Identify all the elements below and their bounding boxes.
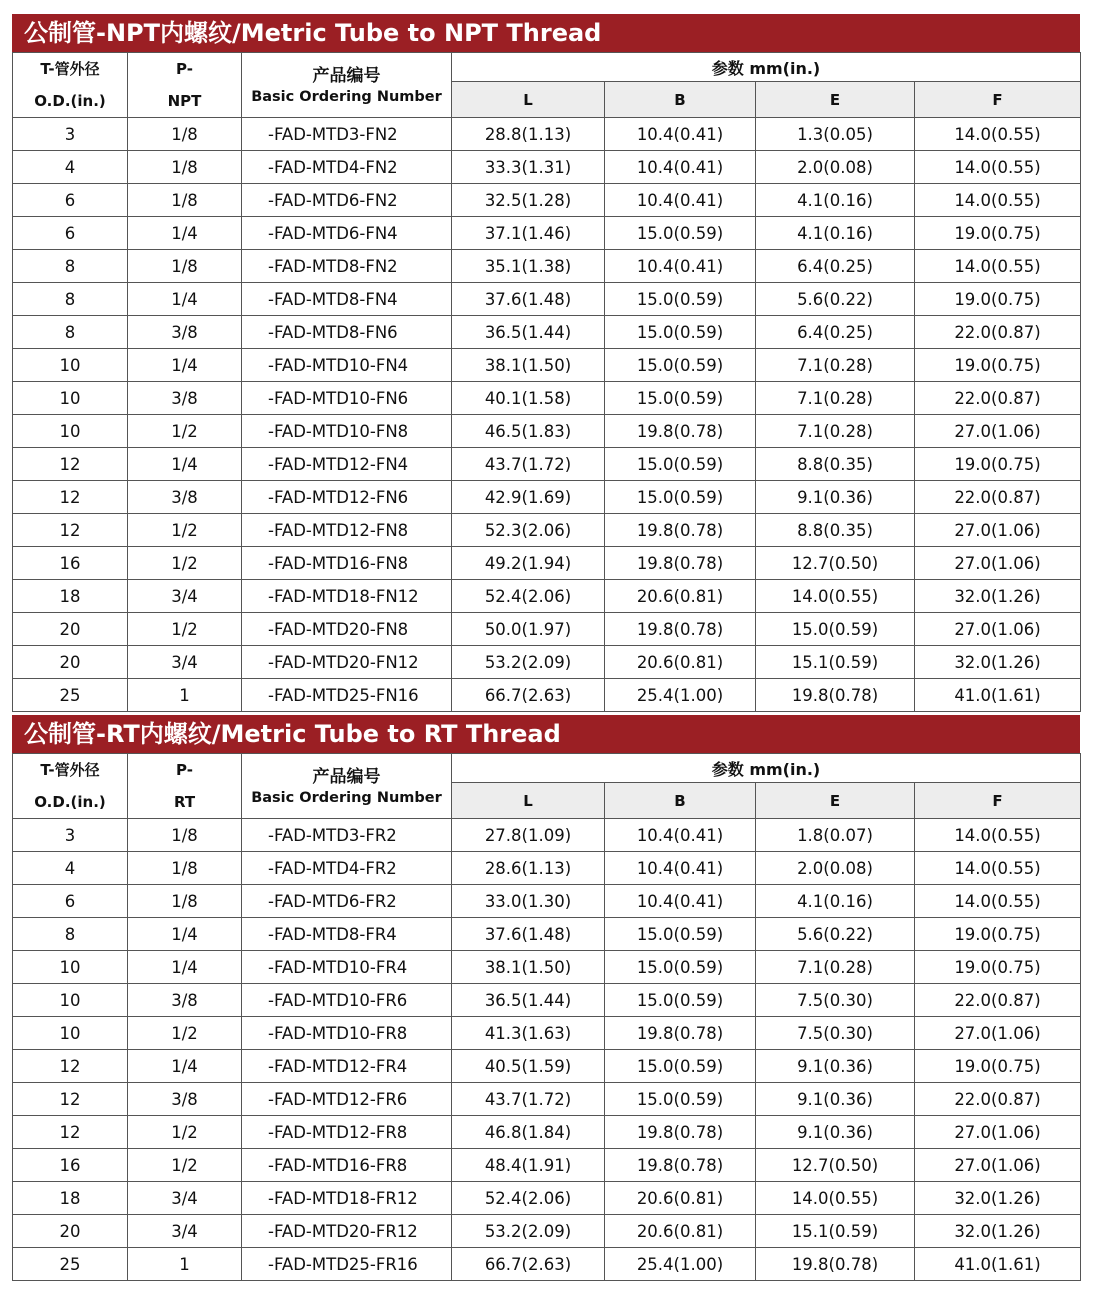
part-number-cell: -FAD-MTD25-FR16 bbox=[242, 1248, 452, 1281]
od-header: T-管外径 O.D.(in.) bbox=[13, 754, 128, 819]
od-cell: 6 bbox=[13, 184, 128, 217]
col-B-header: B bbox=[605, 783, 756, 819]
E-cell: 15.0(0.59) bbox=[756, 613, 915, 646]
od-cell: 16 bbox=[13, 547, 128, 580]
thread-cell: 1/2 bbox=[128, 514, 242, 547]
table-row bbox=[13, 1116, 1081, 1149]
F-cell: 27.0(1.06) bbox=[915, 415, 1081, 448]
table-row bbox=[13, 1248, 1081, 1281]
thread-cell: 1 bbox=[128, 1248, 242, 1281]
thread-cell: 3/8 bbox=[128, 481, 242, 514]
part-number-cell: -FAD-MTD10-FN8 bbox=[242, 415, 452, 448]
col-E-header: E bbox=[756, 783, 915, 819]
table-row bbox=[13, 984, 1081, 1017]
E-cell: 7.1(0.28) bbox=[756, 951, 915, 984]
table-row bbox=[13, 118, 1081, 151]
part-number-cell: -FAD-MTD10-FR8 bbox=[242, 1017, 452, 1050]
B-cell: 15.0(0.59) bbox=[605, 1050, 756, 1083]
table-row bbox=[13, 514, 1081, 547]
part-number-cell: -FAD-MTD20-FN12 bbox=[242, 646, 452, 679]
thread-cell: 1 bbox=[128, 679, 242, 712]
col-F-header: F bbox=[915, 82, 1081, 118]
E-cell: 1.3(0.05) bbox=[756, 118, 915, 151]
L-cell: 52.4(2.06) bbox=[452, 580, 605, 613]
E-cell: 5.6(0.22) bbox=[756, 283, 915, 316]
col-F-header: F bbox=[915, 783, 1081, 819]
thread-cell: 3/4 bbox=[128, 646, 242, 679]
F-cell: 14.0(0.55) bbox=[915, 852, 1081, 885]
part-number-cell: -FAD-MTD8-FN2 bbox=[242, 250, 452, 283]
L-cell: 52.3(2.06) bbox=[452, 514, 605, 547]
F-cell: 32.0(1.26) bbox=[915, 580, 1081, 613]
L-cell: 53.2(2.09) bbox=[452, 646, 605, 679]
F-cell: 27.0(1.06) bbox=[915, 1116, 1081, 1149]
E-cell: 7.1(0.28) bbox=[756, 382, 915, 415]
table-body bbox=[13, 118, 1081, 712]
L-cell: 66.7(2.63) bbox=[452, 1248, 605, 1281]
F-cell: 14.0(0.55) bbox=[915, 118, 1081, 151]
table-row bbox=[13, 580, 1081, 613]
B-cell: 20.6(0.81) bbox=[605, 580, 756, 613]
section-title: 公制管-RT内螺纹/Metric Tube to RT Thread bbox=[12, 715, 1080, 753]
od-cell: 12 bbox=[13, 514, 128, 547]
F-cell: 27.0(1.06) bbox=[915, 1149, 1081, 1182]
part-number-cell: -FAD-MTD6-FN4 bbox=[242, 217, 452, 250]
table-row bbox=[13, 151, 1081, 184]
od-cell: 10 bbox=[13, 415, 128, 448]
part-number-cell: -FAD-MTD10-FR4 bbox=[242, 951, 452, 984]
part-number-cell: -FAD-MTD8-FR4 bbox=[242, 918, 452, 951]
thread-cell: 1/8 bbox=[128, 184, 242, 217]
od-cell: 25 bbox=[13, 679, 128, 712]
od-cell: 8 bbox=[13, 316, 128, 349]
F-cell: 27.0(1.06) bbox=[915, 1017, 1081, 1050]
B-cell: 10.4(0.41) bbox=[605, 250, 756, 283]
E-cell: 9.1(0.36) bbox=[756, 1116, 915, 1149]
thread-cell: 1/4 bbox=[128, 349, 242, 382]
L-cell: 40.1(1.58) bbox=[452, 382, 605, 415]
B-cell: 19.8(0.78) bbox=[605, 415, 756, 448]
od-cell: 18 bbox=[13, 580, 128, 613]
E-cell: 8.8(0.35) bbox=[756, 448, 915, 481]
B-cell: 20.6(0.81) bbox=[605, 1215, 756, 1248]
npt-section bbox=[12, 14, 1080, 712]
part-number-cell: -FAD-MTD6-FR2 bbox=[242, 885, 452, 918]
B-cell: 15.0(0.59) bbox=[605, 1083, 756, 1116]
L-cell: 40.5(1.59) bbox=[452, 1050, 605, 1083]
part-number-cell: -FAD-MTD3-FN2 bbox=[242, 118, 452, 151]
table-row bbox=[13, 885, 1081, 918]
E-cell: 9.1(0.36) bbox=[756, 1083, 915, 1116]
L-cell: 50.0(1.97) bbox=[452, 613, 605, 646]
part-number-cell: -FAD-MTD4-FR2 bbox=[242, 852, 452, 885]
B-cell: 25.4(1.00) bbox=[605, 679, 756, 712]
L-cell: 38.1(1.50) bbox=[452, 951, 605, 984]
B-cell: 15.0(0.59) bbox=[605, 349, 756, 382]
od-cell: 10 bbox=[13, 349, 128, 382]
B-cell: 10.4(0.41) bbox=[605, 819, 756, 852]
thread-cell: 3/4 bbox=[128, 1215, 242, 1248]
B-cell: 10.4(0.41) bbox=[605, 852, 756, 885]
E-cell: 5.6(0.22) bbox=[756, 918, 915, 951]
part-number-cell: -FAD-MTD12-FN4 bbox=[242, 448, 452, 481]
thread-cell: 3/8 bbox=[128, 1083, 242, 1116]
table-row bbox=[13, 613, 1081, 646]
L-cell: 43.7(1.72) bbox=[452, 1083, 605, 1116]
B-cell: 19.8(0.78) bbox=[605, 613, 756, 646]
L-cell: 27.8(1.09) bbox=[452, 819, 605, 852]
F-cell: 19.0(0.75) bbox=[915, 918, 1081, 951]
part-number-cell: -FAD-MTD12-FN6 bbox=[242, 481, 452, 514]
E-cell: 8.8(0.35) bbox=[756, 514, 915, 547]
table-row bbox=[13, 184, 1081, 217]
L-cell: 46.8(1.84) bbox=[452, 1116, 605, 1149]
B-cell: 10.4(0.41) bbox=[605, 184, 756, 217]
B-cell: 10.4(0.41) bbox=[605, 118, 756, 151]
table-row bbox=[13, 448, 1081, 481]
od-cell: 10 bbox=[13, 382, 128, 415]
L-cell: 33.3(1.31) bbox=[452, 151, 605, 184]
od-cell: 10 bbox=[13, 984, 128, 1017]
thread-cell: 1/8 bbox=[128, 852, 242, 885]
od-cell: 10 bbox=[13, 1017, 128, 1050]
F-cell: 19.0(0.75) bbox=[915, 448, 1081, 481]
E-cell: 7.1(0.28) bbox=[756, 415, 915, 448]
part-number-cell: -FAD-MTD25-FN16 bbox=[242, 679, 452, 712]
L-cell: 38.1(1.50) bbox=[452, 349, 605, 382]
thread-cell: 1/4 bbox=[128, 918, 242, 951]
F-cell: 27.0(1.06) bbox=[915, 613, 1081, 646]
section-title: 公制管-NPT内螺纹/Metric Tube to NPT Thread bbox=[12, 14, 1080, 52]
E-cell: 14.0(0.55) bbox=[756, 580, 915, 613]
L-cell: 53.2(2.09) bbox=[452, 1215, 605, 1248]
table-row bbox=[13, 1017, 1081, 1050]
od-cell: 20 bbox=[13, 613, 128, 646]
L-cell: 32.5(1.28) bbox=[452, 184, 605, 217]
thread-cell: 1/4 bbox=[128, 217, 242, 250]
B-cell: 25.4(1.00) bbox=[605, 1248, 756, 1281]
E-cell: 19.8(0.78) bbox=[756, 1248, 915, 1281]
table-row bbox=[13, 1182, 1081, 1215]
E-cell: 6.4(0.25) bbox=[756, 316, 915, 349]
part-number-cell: -FAD-MTD10-FN6 bbox=[242, 382, 452, 415]
table-body bbox=[13, 819, 1081, 1281]
E-cell: 7.5(0.30) bbox=[756, 984, 915, 1017]
B-cell: 15.0(0.59) bbox=[605, 316, 756, 349]
thread-cell: 3/8 bbox=[128, 984, 242, 1017]
L-cell: 37.6(1.48) bbox=[452, 918, 605, 951]
thread-cell: 1/8 bbox=[128, 885, 242, 918]
F-cell: 32.0(1.26) bbox=[915, 1182, 1081, 1215]
table-row bbox=[13, 679, 1081, 712]
E-cell: 12.7(0.50) bbox=[756, 1149, 915, 1182]
B-cell: 10.4(0.41) bbox=[605, 151, 756, 184]
F-cell: 22.0(0.87) bbox=[915, 1083, 1081, 1116]
F-cell: 14.0(0.55) bbox=[915, 184, 1081, 217]
F-cell: 14.0(0.55) bbox=[915, 250, 1081, 283]
part-number-cell: -FAD-MTD10-FR6 bbox=[242, 984, 452, 1017]
E-cell: 2.0(0.08) bbox=[756, 852, 915, 885]
E-cell: 6.4(0.25) bbox=[756, 250, 915, 283]
F-cell: 19.0(0.75) bbox=[915, 283, 1081, 316]
F-cell: 14.0(0.55) bbox=[915, 819, 1081, 852]
B-cell: 15.0(0.59) bbox=[605, 481, 756, 514]
table-row bbox=[13, 951, 1081, 984]
B-cell: 20.6(0.81) bbox=[605, 646, 756, 679]
od-cell: 12 bbox=[13, 1083, 128, 1116]
table-row bbox=[13, 415, 1081, 448]
param-header: 参数 mm(in.) bbox=[452, 53, 1081, 82]
spec-table bbox=[12, 52, 1081, 712]
od-cell: 25 bbox=[13, 1248, 128, 1281]
table-row bbox=[13, 1215, 1081, 1248]
part-number-cell: -FAD-MTD18-FN12 bbox=[242, 580, 452, 613]
od-cell: 8 bbox=[13, 283, 128, 316]
thread-header: P- RT bbox=[128, 754, 242, 819]
B-cell: 15.0(0.59) bbox=[605, 984, 756, 1017]
part-number-cell: -FAD-MTD20-FN8 bbox=[242, 613, 452, 646]
od-header: T-管外径 O.D.(in.) bbox=[13, 53, 128, 118]
od-cell: 6 bbox=[13, 217, 128, 250]
E-cell: 9.1(0.36) bbox=[756, 481, 915, 514]
B-cell: 15.0(0.59) bbox=[605, 951, 756, 984]
F-cell: 32.0(1.26) bbox=[915, 646, 1081, 679]
E-cell: 2.0(0.08) bbox=[756, 151, 915, 184]
od-cell: 3 bbox=[13, 819, 128, 852]
table-row bbox=[13, 918, 1081, 951]
B-cell: 19.8(0.78) bbox=[605, 1149, 756, 1182]
B-cell: 19.8(0.78) bbox=[605, 514, 756, 547]
od-cell: 16 bbox=[13, 1149, 128, 1182]
F-cell: 22.0(0.87) bbox=[915, 984, 1081, 1017]
part-number-header: 产品编号 Basic Ordering Number bbox=[242, 754, 452, 819]
L-cell: 36.5(1.44) bbox=[452, 984, 605, 1017]
B-cell: 19.8(0.78) bbox=[605, 1116, 756, 1149]
part-number-cell: -FAD-MTD4-FN2 bbox=[242, 151, 452, 184]
od-cell: 12 bbox=[13, 448, 128, 481]
table-row bbox=[13, 646, 1081, 679]
F-cell: 19.0(0.75) bbox=[915, 349, 1081, 382]
od-cell: 8 bbox=[13, 250, 128, 283]
F-cell: 22.0(0.87) bbox=[915, 481, 1081, 514]
thread-cell: 1/2 bbox=[128, 1116, 242, 1149]
part-number-cell: -FAD-MTD16-FR8 bbox=[242, 1149, 452, 1182]
E-cell: 19.8(0.78) bbox=[756, 679, 915, 712]
E-cell: 9.1(0.36) bbox=[756, 1050, 915, 1083]
F-cell: 32.0(1.26) bbox=[915, 1215, 1081, 1248]
table-row bbox=[13, 1050, 1081, 1083]
L-cell: 66.7(2.63) bbox=[452, 679, 605, 712]
L-cell: 35.1(1.38) bbox=[452, 250, 605, 283]
thread-cell: 1/2 bbox=[128, 613, 242, 646]
col-L-header: L bbox=[452, 82, 605, 118]
thread-cell: 1/2 bbox=[128, 1017, 242, 1050]
col-E-header: E bbox=[756, 82, 915, 118]
thread-cell: 1/4 bbox=[128, 951, 242, 984]
part-number-cell: -FAD-MTD12-FR4 bbox=[242, 1050, 452, 1083]
F-cell: 14.0(0.55) bbox=[915, 885, 1081, 918]
F-cell: 19.0(0.75) bbox=[915, 1050, 1081, 1083]
od-cell: 20 bbox=[13, 646, 128, 679]
spec-table bbox=[12, 753, 1081, 1281]
od-cell: 3 bbox=[13, 118, 128, 151]
thread-header: P- NPT bbox=[128, 53, 242, 118]
part-number-cell: -FAD-MTD16-FN8 bbox=[242, 547, 452, 580]
thread-cell: 3/8 bbox=[128, 316, 242, 349]
L-cell: 36.5(1.44) bbox=[452, 316, 605, 349]
L-cell: 46.5(1.83) bbox=[452, 415, 605, 448]
E-cell: 4.1(0.16) bbox=[756, 885, 915, 918]
thread-cell: 1/8 bbox=[128, 118, 242, 151]
F-cell: 27.0(1.06) bbox=[915, 547, 1081, 580]
od-cell: 10 bbox=[13, 951, 128, 984]
od-cell: 12 bbox=[13, 481, 128, 514]
param-header: 参数 mm(in.) bbox=[452, 754, 1081, 783]
col-B-header: B bbox=[605, 82, 756, 118]
table-row bbox=[13, 382, 1081, 415]
table-row bbox=[13, 819, 1081, 852]
F-cell: 19.0(0.75) bbox=[915, 951, 1081, 984]
E-cell: 7.1(0.28) bbox=[756, 349, 915, 382]
od-cell: 18 bbox=[13, 1182, 128, 1215]
E-cell: 7.5(0.30) bbox=[756, 1017, 915, 1050]
F-cell: 14.0(0.55) bbox=[915, 151, 1081, 184]
table-row bbox=[13, 283, 1081, 316]
L-cell: 49.2(1.94) bbox=[452, 547, 605, 580]
B-cell: 15.0(0.59) bbox=[605, 382, 756, 415]
table-row bbox=[13, 1149, 1081, 1182]
E-cell: 4.1(0.16) bbox=[756, 184, 915, 217]
part-number-cell: -FAD-MTD8-FN6 bbox=[242, 316, 452, 349]
part-number-cell: -FAD-MTD3-FR2 bbox=[242, 819, 452, 852]
thread-cell: 1/4 bbox=[128, 1050, 242, 1083]
table-row bbox=[13, 481, 1081, 514]
F-cell: 41.0(1.61) bbox=[915, 1248, 1081, 1281]
table-row bbox=[13, 547, 1081, 580]
part-number-cell: -FAD-MTD12-FR8 bbox=[242, 1116, 452, 1149]
part-number-cell: -FAD-MTD12-FR6 bbox=[242, 1083, 452, 1116]
L-cell: 28.8(1.13) bbox=[452, 118, 605, 151]
F-cell: 41.0(1.61) bbox=[915, 679, 1081, 712]
E-cell: 4.1(0.16) bbox=[756, 217, 915, 250]
part-number-cell: -FAD-MTD6-FN2 bbox=[242, 184, 452, 217]
od-cell: 6 bbox=[13, 885, 128, 918]
part-number-cell: -FAD-MTD20-FR12 bbox=[242, 1215, 452, 1248]
F-cell: 27.0(1.06) bbox=[915, 514, 1081, 547]
L-cell: 43.7(1.72) bbox=[452, 448, 605, 481]
table-row bbox=[13, 349, 1081, 382]
od-cell: 12 bbox=[13, 1050, 128, 1083]
L-cell: 28.6(1.13) bbox=[452, 852, 605, 885]
F-cell: 19.0(0.75) bbox=[915, 217, 1081, 250]
B-cell: 15.0(0.59) bbox=[605, 448, 756, 481]
B-cell: 19.8(0.78) bbox=[605, 547, 756, 580]
F-cell: 22.0(0.87) bbox=[915, 316, 1081, 349]
F-cell: 22.0(0.87) bbox=[915, 382, 1081, 415]
L-cell: 42.9(1.69) bbox=[452, 481, 605, 514]
thread-cell: 1/2 bbox=[128, 415, 242, 448]
table-row bbox=[13, 852, 1081, 885]
B-cell: 15.0(0.59) bbox=[605, 918, 756, 951]
L-cell: 37.1(1.46) bbox=[452, 217, 605, 250]
B-cell: 20.6(0.81) bbox=[605, 1182, 756, 1215]
od-cell: 4 bbox=[13, 151, 128, 184]
L-cell: 48.4(1.91) bbox=[452, 1149, 605, 1182]
thread-cell: 1/8 bbox=[128, 250, 242, 283]
od-cell: 12 bbox=[13, 1116, 128, 1149]
L-cell: 41.3(1.63) bbox=[452, 1017, 605, 1050]
B-cell: 10.4(0.41) bbox=[605, 885, 756, 918]
thread-cell: 3/4 bbox=[128, 1182, 242, 1215]
B-cell: 15.0(0.59) bbox=[605, 283, 756, 316]
od-cell: 4 bbox=[13, 852, 128, 885]
table-row bbox=[13, 250, 1081, 283]
B-cell: 19.8(0.78) bbox=[605, 1017, 756, 1050]
part-number-cell: -FAD-MTD18-FR12 bbox=[242, 1182, 452, 1215]
E-cell: 15.1(0.59) bbox=[756, 1215, 915, 1248]
E-cell: 1.8(0.07) bbox=[756, 819, 915, 852]
od-cell: 8 bbox=[13, 918, 128, 951]
thread-cell: 1/2 bbox=[128, 547, 242, 580]
L-cell: 52.4(2.06) bbox=[452, 1182, 605, 1215]
col-L-header: L bbox=[452, 783, 605, 819]
part-number-header: 产品编号 Basic Ordering Number bbox=[242, 53, 452, 118]
L-cell: 33.0(1.30) bbox=[452, 885, 605, 918]
od-cell: 20 bbox=[13, 1215, 128, 1248]
rt-section bbox=[12, 715, 1080, 1281]
thread-cell: 3/4 bbox=[128, 580, 242, 613]
L-cell: 37.6(1.48) bbox=[452, 283, 605, 316]
thread-cell: 1/4 bbox=[128, 283, 242, 316]
E-cell: 12.7(0.50) bbox=[756, 547, 915, 580]
thread-cell: 1/2 bbox=[128, 1149, 242, 1182]
E-cell: 15.1(0.59) bbox=[756, 646, 915, 679]
thread-cell: 3/8 bbox=[128, 382, 242, 415]
E-cell: 14.0(0.55) bbox=[756, 1182, 915, 1215]
thread-cell: 1/8 bbox=[128, 819, 242, 852]
table-row bbox=[13, 1083, 1081, 1116]
table-row bbox=[13, 217, 1081, 250]
part-number-cell: -FAD-MTD12-FN8 bbox=[242, 514, 452, 547]
part-number-cell: -FAD-MTD10-FN4 bbox=[242, 349, 452, 382]
thread-cell: 1/8 bbox=[128, 151, 242, 184]
thread-cell: 1/4 bbox=[128, 448, 242, 481]
B-cell: 15.0(0.59) bbox=[605, 217, 756, 250]
part-number-cell: -FAD-MTD8-FN4 bbox=[242, 283, 452, 316]
table-row bbox=[13, 316, 1081, 349]
